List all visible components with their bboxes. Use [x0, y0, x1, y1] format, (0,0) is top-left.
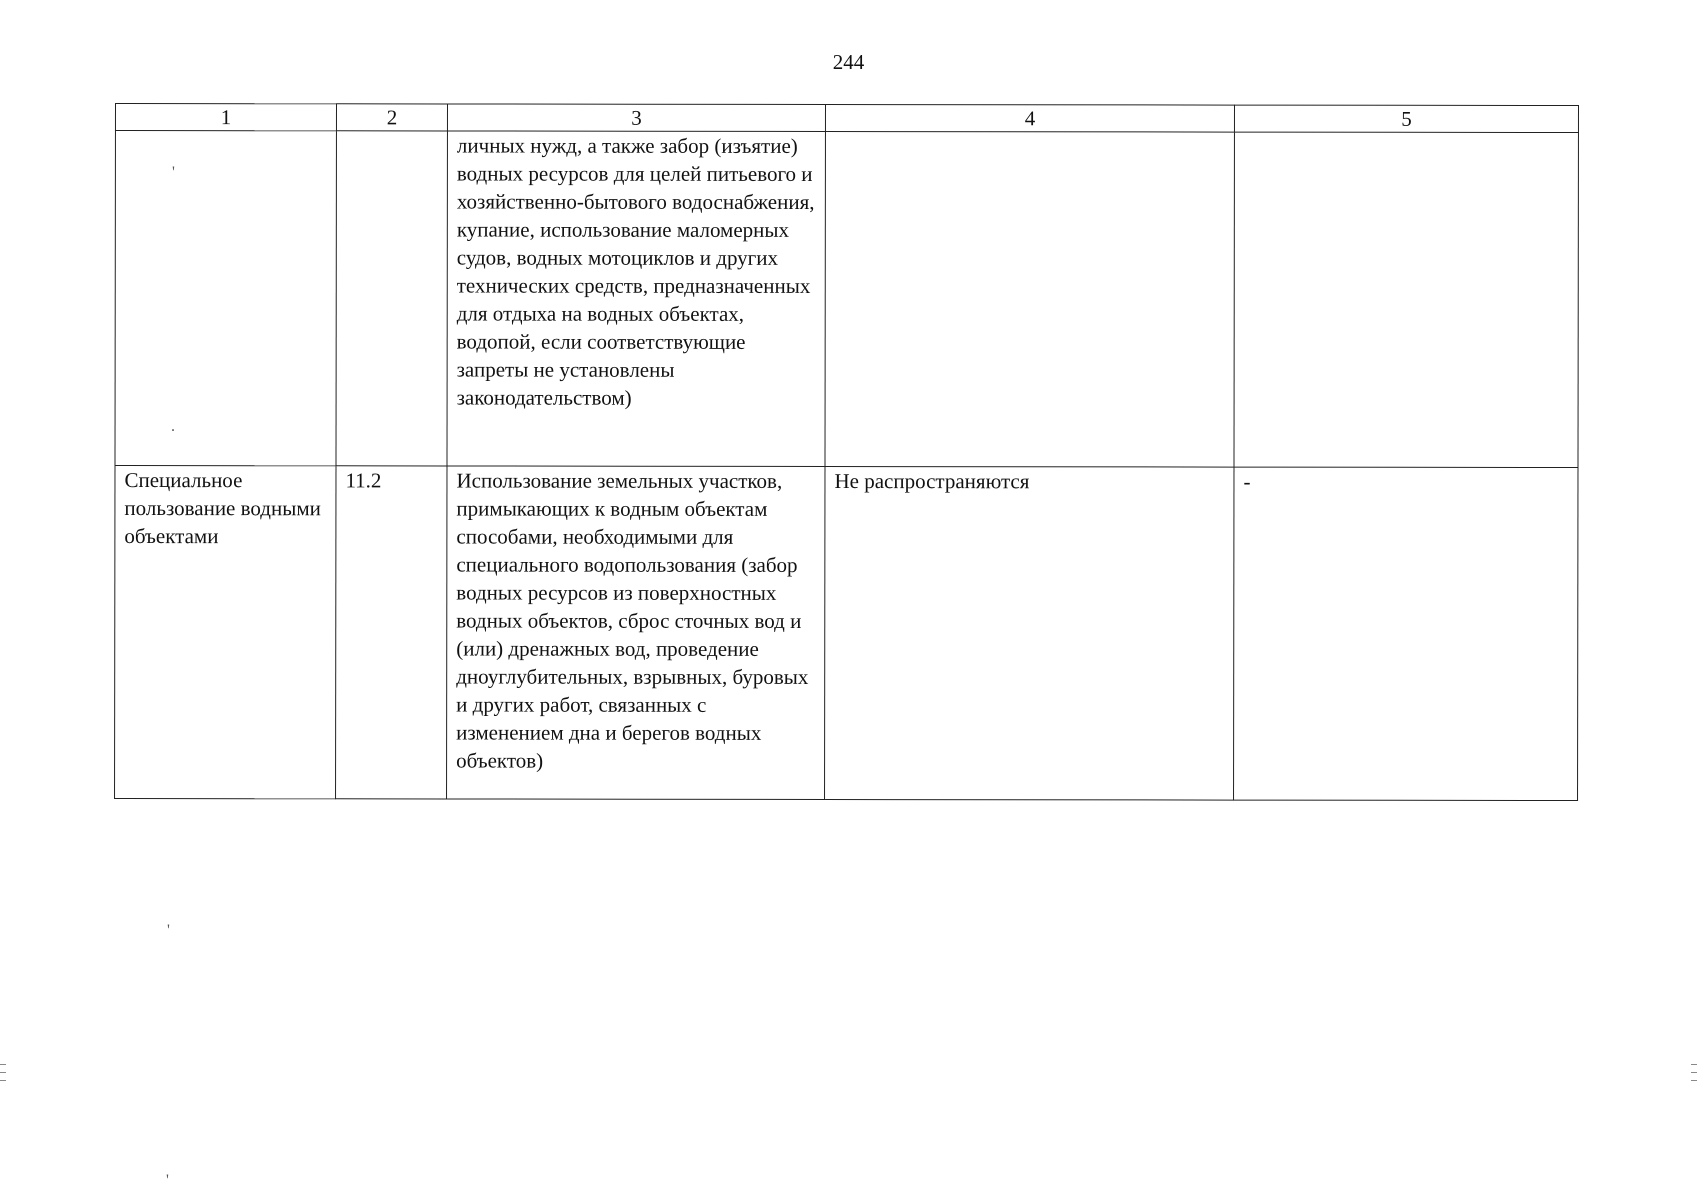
cell-column-5: -: [1234, 467, 1578, 800]
page-number: 244: [832, 50, 865, 74]
scan-speck: ': [172, 164, 175, 181]
header-col-2: 2: [336, 104, 447, 131]
header-col-3: 3: [447, 104, 825, 132]
cell-column-4: [825, 131, 1234, 467]
table-header-row: [115, 104, 1578, 133]
header-col-5: 5: [1234, 105, 1578, 132]
scan-edge-tick: [1691, 1064, 1697, 1065]
scan-edge-tick: [0, 1072, 6, 1073]
cell-land-use-type: [115, 131, 336, 466]
cell-description: Использование земельных участков, примыкающих к водным объектам способами, необходимыми для специального водопользования (забор водных ресурсов из поверхностных водных объектов, сброс сточных вод и (или) дренажных вод, проведение дноуглубительных, взрывных, буровых и других работ, связанных с изменением дна и берегов водных объектов): [447, 466, 825, 800]
regulation-table: [114, 103, 1579, 801]
scan-edge-tick: [1691, 1072, 1697, 1073]
cell-code: [336, 131, 447, 466]
scan-edge-tick: [0, 1064, 6, 1065]
scan-edge-tick: [1691, 1080, 1697, 1081]
cell-description: личных нужд, а также забор (изъятие) водных ресурсов для целей питьевого и хозяйственно-бытового водоснабжения, купание, использование маломерных судов, водных мотоциклов и других технических средств, предназначенных для отдыха на водных объектах, водопой, если соответствующие запреты не установлены законодательством): [447, 131, 825, 467]
header-col-1: 1: [115, 104, 336, 131]
table-row: [115, 131, 1578, 468]
cell-column-4: Не распространяются: [825, 466, 1234, 800]
cell-code: 11.2: [336, 466, 447, 799]
header-col-4: 4: [825, 104, 1234, 132]
table-row: [115, 466, 1578, 801]
scan-speck: ': [166, 1172, 169, 1189]
cell-column-5: [1234, 132, 1578, 467]
scan-speck: ': [167, 922, 170, 939]
scan-speck: .: [171, 418, 175, 435]
cell-land-use-type: Специальное пользование водными объектами: [115, 466, 336, 799]
scan-edge-tick: [0, 1080, 6, 1081]
